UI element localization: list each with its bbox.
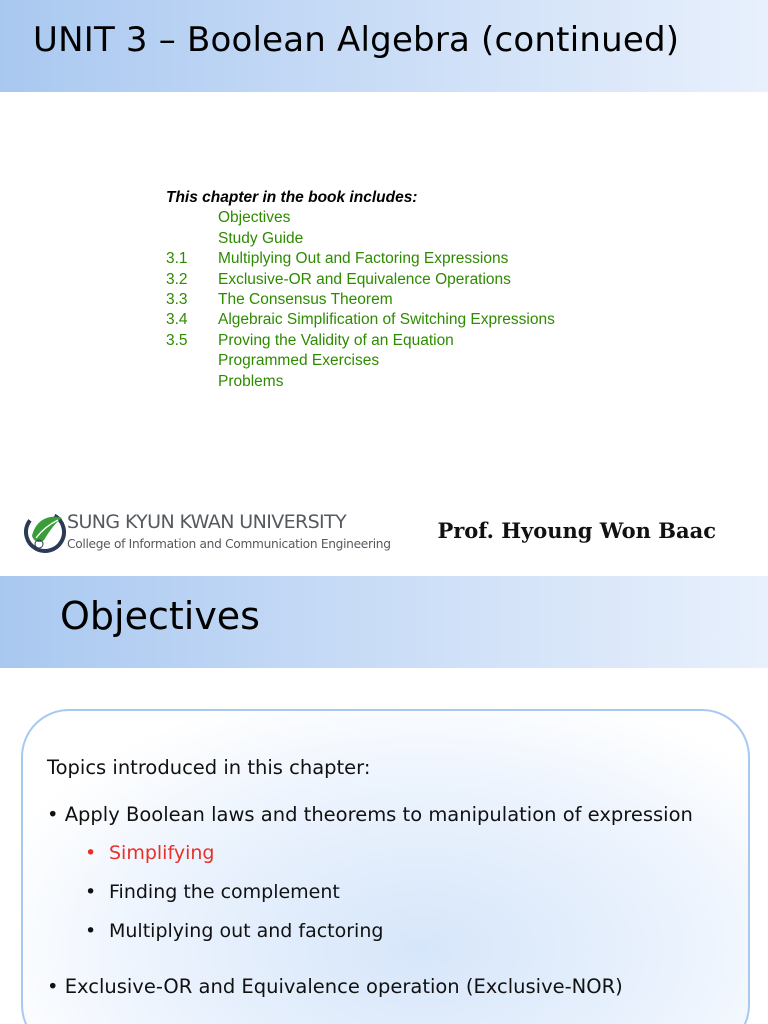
title-bar bbox=[0, 0, 768, 92]
sub-bullet-text: Simplifying bbox=[109, 842, 215, 864]
toc-label: Problems bbox=[218, 372, 284, 390]
toc-number: 3.2 bbox=[166, 270, 188, 288]
toc-number bbox=[166, 372, 218, 392]
bullet-dot: • bbox=[85, 881, 97, 903]
sub-bullet-text: Multiplying out and factoring bbox=[109, 920, 384, 942]
sub-bullet-item bbox=[85, 842, 747, 881]
contents-heading: This chapter in the book includes: bbox=[166, 189, 418, 206]
toc-label: The Consensus Theorem bbox=[218, 291, 393, 309]
bullet-item: • Exclusive-OR and Equivalence operation (Exclusive-NOR) bbox=[47, 975, 623, 998]
sub-bullet-item bbox=[85, 920, 747, 959]
toc-item bbox=[166, 229, 555, 249]
toc-label: Algebraic Simplification of Switching Expressions bbox=[218, 311, 555, 329]
college-name: College of Information and Communication Engineering bbox=[67, 537, 391, 551]
toc-label: Proving the Validity of an Equation bbox=[218, 331, 454, 349]
toc-label: Programmed Exercises bbox=[218, 352, 380, 370]
toc-label: Exclusive-OR and Equivalence Operations bbox=[218, 270, 511, 288]
toc-label: Multiplying Out and Factoring Expressions bbox=[218, 250, 509, 268]
sub-bullet-text: Finding the complement bbox=[109, 881, 340, 903]
bullet-dot: • bbox=[85, 920, 97, 942]
toc-number: 3.1 bbox=[166, 250, 188, 268]
topics-heading: Topics introduced in this chapter: bbox=[47, 756, 371, 779]
toc-item bbox=[166, 270, 555, 290]
toc-item bbox=[166, 208, 555, 228]
objectives-title-bar bbox=[0, 576, 768, 668]
objectives-title: Objectives bbox=[60, 594, 260, 638]
slide-2 bbox=[0, 576, 768, 1024]
sub-bullet-item bbox=[85, 881, 747, 920]
toc-item bbox=[166, 310, 555, 330]
toc-item bbox=[166, 351, 555, 371]
topics-content bbox=[47, 756, 747, 998]
toc-item bbox=[166, 290, 555, 310]
toc-number: 3.4 bbox=[166, 311, 188, 329]
sub-bullet-list bbox=[47, 842, 747, 959]
toc-item bbox=[166, 249, 555, 269]
chapter-contents bbox=[166, 188, 555, 392]
toc-label: Objectives bbox=[218, 209, 291, 227]
toc-label: Study Guide bbox=[218, 229, 304, 247]
professor-name: Prof. Hyoung Won Baac bbox=[437, 518, 716, 543]
toc-item bbox=[166, 331, 555, 351]
toc-item bbox=[166, 372, 555, 392]
bullet-dot: • bbox=[85, 842, 97, 864]
toc-number bbox=[166, 229, 218, 249]
toc-number bbox=[166, 208, 218, 228]
toc-number: 3.5 bbox=[166, 331, 188, 349]
toc-number: 3.3 bbox=[166, 291, 188, 309]
slide-title: UNIT 3 – Boolean Algebra (continued) bbox=[33, 20, 680, 60]
bullet-item: • Apply Boolean laws and theorems to manipulation of expression bbox=[47, 803, 693, 826]
university-name: SUNG KYUN KWAN UNIVERSITY bbox=[67, 511, 347, 533]
toc-number bbox=[166, 351, 218, 371]
university-logo-icon bbox=[22, 508, 68, 554]
